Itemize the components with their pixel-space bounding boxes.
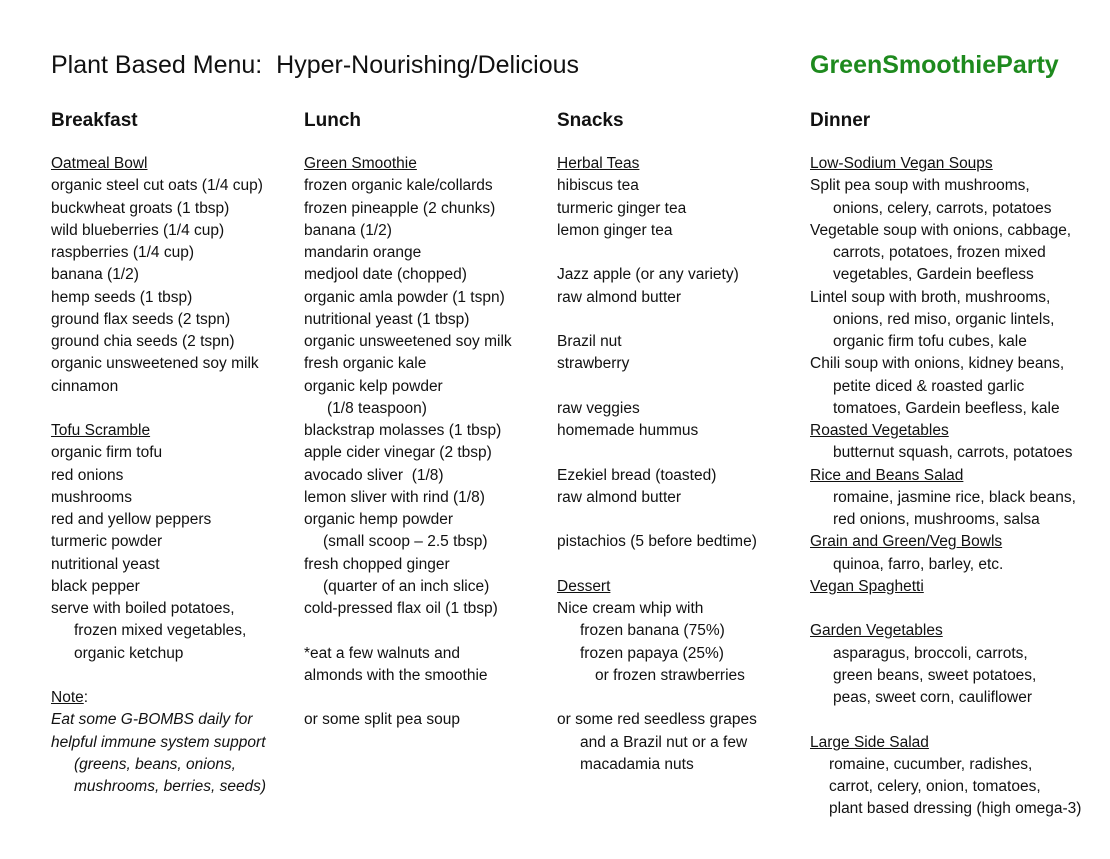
snacks-column [557, 108, 807, 776]
section-heading [810, 576, 1060, 598]
line-text: asparagus, broccoli, carrots, [833, 644, 1028, 662]
line-text: Nice cream whip with [557, 600, 704, 617]
menu-item [557, 531, 807, 553]
line-text: peas, sweet corn, cauliflower [833, 689, 1033, 706]
column-heading: Dinner [810, 110, 871, 131]
line-text: hemp seeds (1 tbsp) [51, 288, 193, 306]
line-text: *eat a few walnuts and [304, 644, 460, 662]
section-heading [810, 153, 1060, 175]
line-text: banana (1/2) [51, 266, 139, 284]
menu-item [304, 353, 554, 375]
blank-line [557, 509, 807, 531]
menu-item [810, 376, 1060, 398]
section-heading [557, 153, 807, 175]
note-line [51, 732, 301, 754]
menu-item [51, 309, 301, 331]
line-text: mushrooms [51, 488, 132, 506]
line-text: Low-Sodium Vegan Soups [810, 155, 993, 172]
menu-item [810, 175, 1060, 197]
lunch-column [304, 108, 554, 732]
menu-item [51, 442, 301, 464]
menu-item [51, 576, 301, 598]
menu-item [304, 420, 554, 442]
section-heading [51, 420, 301, 442]
line-text: wild blueberries (1/4 cup) [51, 221, 225, 239]
brand-name: GreenSmoothieParty [810, 51, 1059, 79]
menu-item [557, 331, 807, 353]
dinner-column [810, 108, 1082, 821]
menu-item [810, 264, 1060, 286]
menu-item [51, 287, 301, 309]
section-heading [51, 153, 301, 175]
line-text: raspberries (1/4 cup) [51, 244, 195, 261]
line-text: or some red seedless grapes [557, 711, 757, 729]
menu-item [557, 398, 807, 420]
menu-item [51, 353, 301, 375]
menu-item [557, 420, 807, 442]
section-heading [810, 531, 1060, 553]
line-text: romaine, jasmine rice, black beans, [833, 488, 1076, 506]
blank-line [557, 687, 807, 709]
line-text: petite diced & roasted garlic [833, 377, 1025, 395]
line-text: fresh chopped ginger [304, 555, 450, 573]
line-text: avocado sliver (1/8) [304, 466, 444, 484]
line-text: nutritional yeast (1 tbsp) [304, 310, 470, 328]
line-text: Rice and Beans Salad [810, 466, 964, 484]
line-suffix: : [83, 689, 89, 706]
line-text: nutritional yeast [51, 555, 160, 573]
blank-line [810, 709, 1060, 731]
menu-item [810, 242, 1060, 264]
menu-item [557, 754, 807, 776]
menu-item [557, 465, 807, 487]
menu-item [810, 665, 1060, 687]
line-text: fresh organic kale [304, 355, 427, 373]
line-text: lemon sliver with rind (1/8) [304, 488, 485, 506]
line-text: Oatmeal Bowl [51, 155, 148, 172]
menu-item [51, 509, 301, 531]
menu-item [557, 665, 807, 687]
menu-item [304, 709, 554, 731]
line-text: mushrooms, berries, seeds) [74, 778, 267, 795]
line-text: ground chia seeds (2 tspn) [51, 333, 235, 350]
line-text: Brazil nut [557, 333, 622, 350]
menu-item [51, 487, 301, 509]
menu-item [810, 754, 1060, 776]
line-text: serve with boiled potatoes, [51, 600, 235, 617]
menu-item [557, 287, 807, 309]
line-text: Jazz apple (or any variety) [557, 266, 739, 284]
line-text: onions, red miso, organic lintels, [833, 310, 1055, 328]
menu-item [810, 798, 1082, 820]
note-line [51, 754, 301, 776]
line-text: frozen pineapple (2 chunks) [304, 199, 496, 217]
menu-item [304, 264, 554, 286]
line-text: raw veggies [557, 399, 640, 417]
menu-item [810, 309, 1060, 331]
line-text: plant based dressing (high omega-3) [829, 800, 1082, 818]
line-text: buckwheat groats (1 tbsp) [51, 199, 230, 217]
section-heading [810, 465, 1060, 487]
line-text: red and yellow peppers [51, 511, 212, 528]
section-heading [304, 153, 554, 175]
line-text: carrots, potatoes, frozen mixed [833, 244, 1046, 261]
menu-item [304, 175, 554, 197]
line-text: Dessert [557, 577, 611, 595]
menu-item [557, 620, 807, 642]
line-text: macadamia nuts [580, 755, 694, 773]
blank-line [557, 554, 807, 576]
menu-item [304, 309, 554, 331]
line-text: tomatoes, Gardein beefless, kale [833, 399, 1060, 417]
line-text: Split pea soup with mushrooms, [810, 177, 1030, 195]
menu-item [304, 487, 554, 509]
section-heading [557, 576, 807, 598]
line-text: organic hemp powder [304, 511, 454, 528]
menu-item [51, 531, 301, 553]
line-text: lemon ginger tea [557, 221, 673, 239]
menu-item [51, 554, 301, 576]
menu-item [810, 509, 1060, 531]
menu-item [557, 198, 807, 220]
line-text: (small scoop – 2.5 tbsp) [323, 533, 488, 551]
line-text: organic unsweetened soy milk [304, 333, 512, 350]
menu-item [304, 198, 554, 220]
line-text: onions, celery, carrots, potatoes [833, 199, 1052, 217]
line-text: organic ketchup [74, 644, 184, 662]
menu-item [304, 665, 554, 687]
line-text: Vegan Spaghetti [810, 577, 924, 595]
menu-item [51, 620, 301, 642]
blank-line [557, 376, 807, 398]
menu-item [557, 220, 807, 242]
line-text: frozen organic kale/collards [304, 177, 493, 195]
line-text: black pepper [51, 577, 140, 595]
line-text: medjool date (chopped) [304, 266, 467, 284]
section-heading [810, 420, 1060, 442]
line-text: butternut squash, carrots, potatoes [833, 444, 1073, 462]
blank-line [304, 620, 554, 642]
line-text: apple cider vinegar (2 tbsp) [304, 444, 492, 462]
breakfast-column [51, 108, 301, 798]
line-text: banana (1/2) [304, 221, 392, 239]
menu-item [304, 554, 554, 576]
line-text: Chili soup with onions, kidney beans, [810, 355, 1065, 373]
menu-item [304, 331, 554, 353]
page-title: Plant Based Menu: Hyper-Nourishing/Delicious [51, 51, 580, 79]
menu-item [304, 465, 554, 487]
line-text: Vegetable soup with onions, cabbage, [810, 221, 1072, 239]
menu-item [51, 242, 301, 264]
menu-item [304, 531, 554, 553]
line-text: turmeric powder [51, 533, 163, 551]
menu-item [557, 709, 807, 731]
line-text: organic steel cut oats (1/4 cup) [51, 177, 263, 195]
line-text: Green Smoothie [304, 155, 417, 172]
line-text: blackstrap molasses (1 tbsp) [304, 422, 502, 439]
menu-item [810, 554, 1060, 576]
line-text: pistachios (5 before bedtime) [557, 533, 757, 551]
menu-item [304, 509, 554, 531]
column-heading: Breakfast [51, 110, 138, 131]
menu-item [810, 353, 1065, 375]
line-text: organic amla powder (1 tspn) [304, 288, 505, 306]
line-text: green beans, sweet potatoes, [833, 666, 1037, 684]
section-heading [810, 620, 1060, 642]
section-heading [810, 732, 1060, 754]
note-line [51, 709, 301, 731]
blank-line [557, 442, 807, 464]
line-text: Note [51, 689, 84, 706]
line-text: (1/8 teaspoon) [327, 399, 427, 417]
menu-item [51, 465, 301, 487]
column-heading: Snacks [557, 110, 624, 131]
line-text: cinnamon [51, 377, 119, 395]
line-text: red onions, mushrooms, salsa [833, 511, 1040, 528]
column-heading: Lunch [304, 110, 361, 131]
menu-item [304, 287, 554, 309]
line-text: carrot, celery, onion, tomatoes, [829, 778, 1041, 795]
menu-item [557, 598, 807, 620]
menu-item [51, 598, 301, 620]
menu-item [51, 175, 301, 197]
line-text: turmeric ginger tea [557, 199, 687, 217]
line-text: organic firm tofu [51, 444, 163, 462]
line-text: organic firm tofu cubes, kale [833, 333, 1027, 350]
menu-item [51, 220, 301, 242]
line-text: Ezekiel bread (toasted) [557, 466, 717, 484]
menu-item [51, 376, 301, 398]
menu-item [304, 376, 554, 398]
line-text: raw almond butter [557, 488, 682, 506]
menu-item [304, 598, 554, 620]
line-text: (quarter of an inch slice) [323, 577, 490, 595]
menu-item [557, 175, 807, 197]
line-text: quinoa, farro, barley, etc. [833, 555, 1004, 573]
menu-item [557, 643, 807, 665]
line-text: or some split pea soup [304, 711, 460, 729]
menu-item [810, 198, 1060, 220]
menu-item [51, 331, 301, 353]
blank-line [557, 309, 807, 331]
menu-item [810, 287, 1060, 309]
menu-item [810, 331, 1060, 353]
line-text: cold-pressed flax oil (1 tbsp) [304, 600, 498, 617]
line-text: frozen banana (75%) [580, 622, 725, 640]
line-text: red onions [51, 466, 124, 484]
line-text: almonds with the smoothie [304, 666, 488, 684]
menu-item [810, 220, 1072, 242]
menu-item [304, 576, 554, 598]
line-text: or frozen strawberries [595, 666, 745, 684]
line-text: mandarin orange [304, 244, 422, 261]
blank-line [304, 687, 554, 709]
menu-item [51, 643, 301, 665]
menu-item [557, 732, 807, 754]
line-text: frozen mixed vegetables, [74, 622, 247, 640]
menu-item [810, 442, 1073, 464]
menu-item [304, 643, 554, 665]
menu-item [304, 442, 554, 464]
line-text: strawberry [557, 355, 630, 373]
menu-item [304, 398, 554, 420]
blank-line [557, 242, 807, 264]
line-text: romaine, cucumber, radishes, [829, 755, 1033, 773]
line-text: ground flax seeds (2 tspn) [51, 310, 231, 328]
menu-item [810, 776, 1060, 798]
note-line [51, 776, 301, 798]
menu-item [810, 398, 1060, 420]
menu-item [304, 220, 554, 242]
menu-item [51, 264, 301, 286]
line-text: (greens, beans, onions, [74, 755, 236, 773]
line-text: frozen papaya (25%) [580, 644, 724, 662]
line-text: raw almond butter [557, 288, 682, 306]
line-text: Grain and Green/Veg Bowls [810, 533, 1003, 551]
line-text: vegetables, Gardein beefless [833, 266, 1034, 284]
line-text: and a Brazil nut or a few [580, 733, 748, 751]
line-text: Large Side Salad [810, 733, 929, 751]
line-text: homemade hummus [557, 422, 699, 439]
menu-item [810, 643, 1060, 665]
line-text: helpful immune system support [51, 733, 266, 751]
blank-line [51, 398, 301, 420]
line-text: Garden Vegetables [810, 622, 943, 640]
line-text: Roasted Vegetables [810, 422, 949, 439]
blank-line [51, 665, 301, 687]
line-text: Tofu Scramble [51, 422, 151, 439]
section-heading [51, 687, 301, 709]
line-text: Lintel soup with broth, mushrooms, [810, 288, 1051, 306]
menu-item [51, 198, 301, 220]
line-text: hibiscus tea [557, 177, 639, 195]
line-text: Eat some G-BOMBS daily for [51, 711, 253, 729]
line-text: organic unsweetened soy milk [51, 355, 259, 373]
menu-item [557, 487, 807, 509]
blank-line [810, 598, 1060, 620]
menu-item [810, 487, 1076, 509]
menu-item [304, 242, 554, 264]
menu-item [810, 687, 1060, 709]
line-text: organic kelp powder [304, 377, 443, 395]
menu-item [557, 353, 807, 375]
menu-item [557, 264, 807, 286]
line-text: Herbal Teas [557, 155, 640, 172]
